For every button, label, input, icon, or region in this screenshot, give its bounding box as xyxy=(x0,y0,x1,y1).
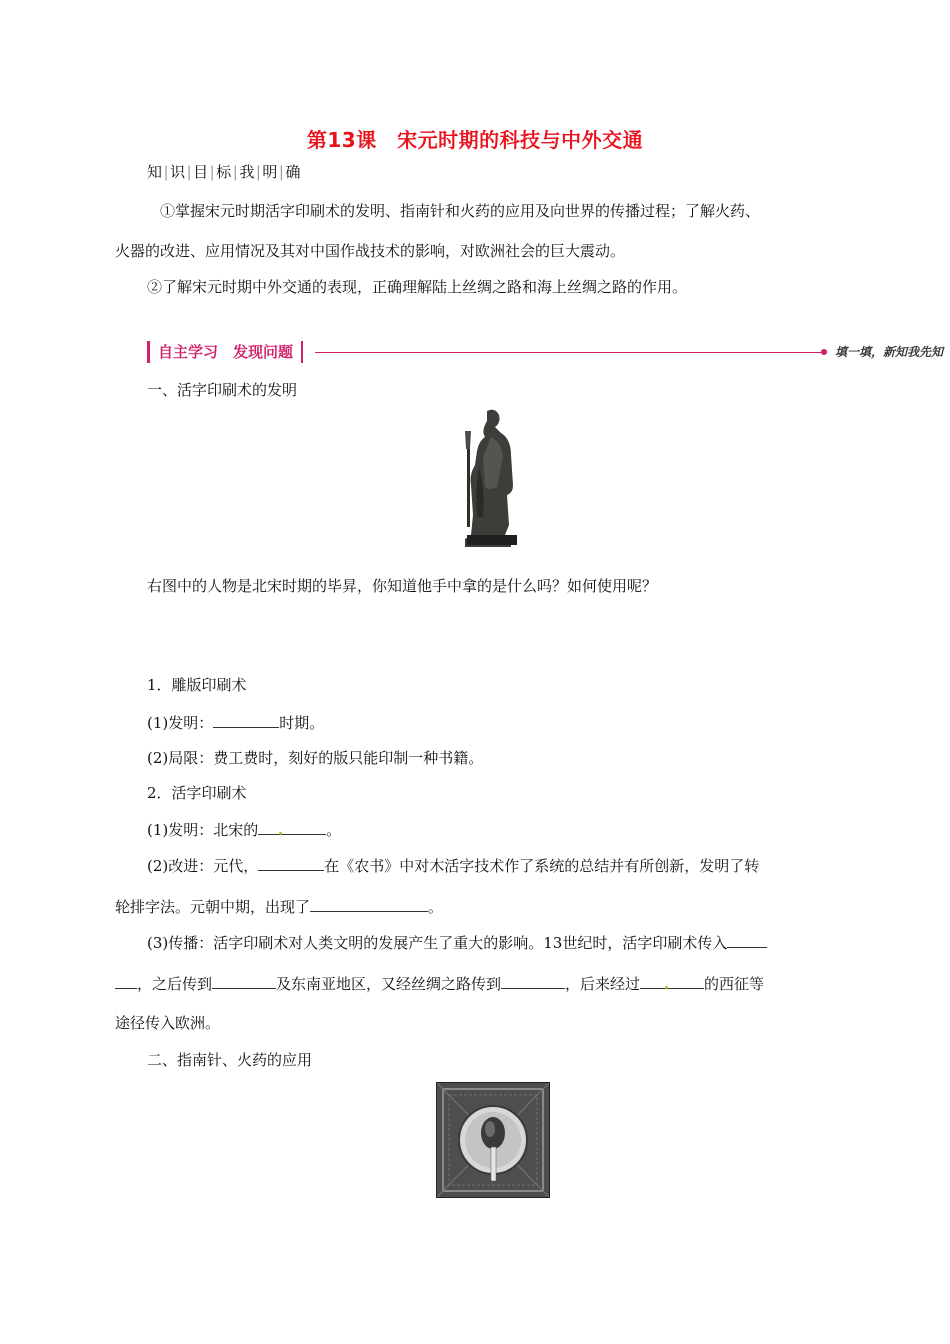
fill-blank[interactable] xyxy=(501,973,565,989)
bi-sheng-statue-image xyxy=(461,407,521,547)
fill-blank[interactable] xyxy=(310,896,428,912)
fill-blank[interactable] xyxy=(213,712,279,728)
objective-item-1-line-1: ①掌握宋元时期活字印刷术的发明、指南针和火药的应用及向世界的传播过程；了解火药、 xyxy=(160,202,761,220)
fill-blank[interactable] xyxy=(212,973,276,989)
section-banner xyxy=(147,341,944,365)
banner-label: 自主学习 发现问题 xyxy=(147,341,303,363)
objective-item-1-line-2: 火器的改进、应用情况及其对中国作战技术的影响，对欧洲社会的巨大震动。 xyxy=(115,242,626,260)
sub-1-item-1: (1)发明： 时期。 xyxy=(147,714,325,732)
fill-blank[interactable] xyxy=(727,932,767,948)
sub-2-title: 2．活字印刷术 xyxy=(147,784,247,802)
fill-blank[interactable] xyxy=(115,973,137,989)
sub-2-item-3-line-1: (3)传播：活字印刷术对人类文明的发展产生了重大的影响。13世纪时，活字印刷术传入 xyxy=(147,932,767,953)
objective-item-2: ②了解宋元时期中外交通的表现，正确理解陆上丝绸之路和海上丝绸之路的作用。 xyxy=(147,278,688,296)
banner-tail-text: 填一填，新知我先知 xyxy=(835,345,944,359)
section-1-question: 右图中的人物是北宋时期的毕昇，你知道他手中拿的是什么吗？如何使用呢？ xyxy=(147,577,658,595)
annotation-mark xyxy=(665,986,668,989)
objectives-label: 知|识|目|标|我|明|确 xyxy=(147,163,301,181)
lesson-title: 第13课 宋元时期的科技与中外交通 xyxy=(306,128,644,152)
banner-rule xyxy=(315,352,823,353)
banner-dot-icon xyxy=(821,349,827,355)
sub-2-item-3-line-2: ，之后传到 及东南亚地区，又经丝绸之路传到 ，后来经过 的西征等 xyxy=(115,973,764,994)
sub-1-title: 1．雕版印刷术 xyxy=(147,676,247,694)
section-2-heading: 二、指南针、火药的应用 xyxy=(147,1051,313,1069)
sub-1-item-2: (2)局限：费工费时，刻好的版只能印制一种书籍。 xyxy=(147,749,484,767)
sub-2-item-2-line-2: 轮排字法。元朝中期，出现了 。 xyxy=(115,898,444,916)
annotation-mark xyxy=(279,832,282,835)
fill-blank[interactable] xyxy=(258,855,324,871)
sub-2-item-3-line-3: 途径传入欧洲。 xyxy=(115,1014,221,1032)
sinan-compass-image xyxy=(436,1082,550,1198)
fill-blank[interactable] xyxy=(258,819,326,835)
fill-blank[interactable] xyxy=(640,973,704,989)
section-1-heading: 一、活字印刷术的发明 xyxy=(147,381,298,399)
sub-2-item-1: (1)发明：北宋的 。 xyxy=(147,821,342,839)
sub-2-item-2-line-1: (2)改进：元代， 在《农书》中对木活字技术作了系统的总结并有所创新，发明了转 xyxy=(147,857,760,875)
